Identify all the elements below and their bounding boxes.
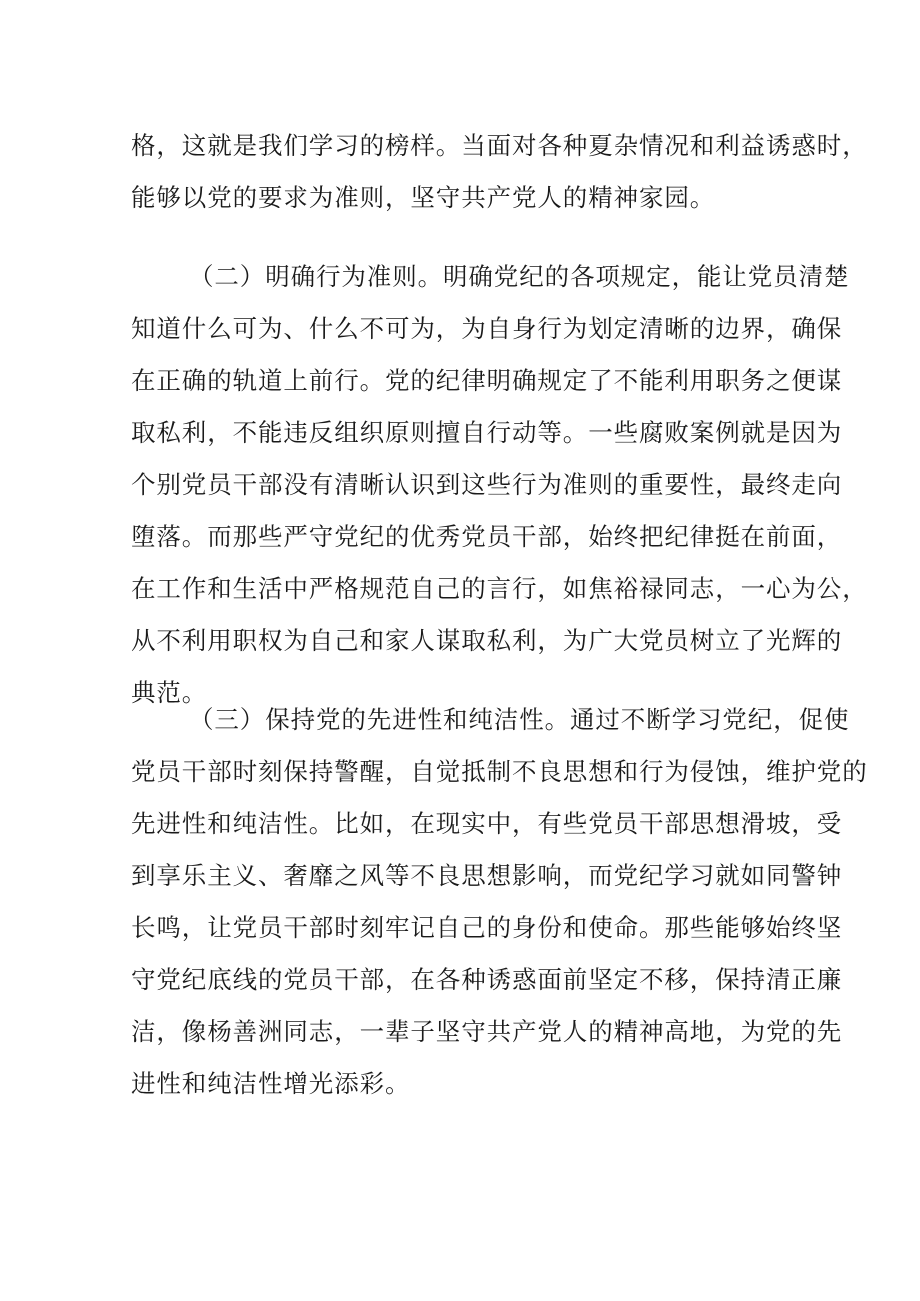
paragraph-3-line: 到享乐主义、奢靡之风等不良思想影响，而党纪学习就如同警钟: [131, 861, 843, 890]
paragraph-2-line: 在工作和生活中严格规范自己的言行，如焦裕禄同志，一心为公，: [131, 574, 868, 603]
paragraph-1: [131, 120, 868, 224]
paragraph-2-line: 取私利，不能违反组织原则擅自行动等。一些腐败案例就是因为: [131, 418, 843, 447]
paragraph-2-line: 知道什么可为、什么不可为，为自身行为划定清晰的边界，确保: [131, 314, 843, 343]
paragraph-3-line: 进性和纯洁性增光添彩。: [131, 1069, 411, 1098]
paragraph-2-line: 个别党员干部没有清晰认识到这些行为准则的重要性，最终走向: [131, 470, 843, 499]
paragraph-2-line: 堕落。而那些严守党纪的优秀党员干部，始终把纪律挺在前面，: [131, 522, 843, 551]
paragraph-2-behavior-norms: [131, 251, 868, 719]
paragraph-3-heading-line: （三）保持党的先进性和纯洁性。通过不断学习党纪，促使: [189, 705, 850, 734]
paragraph-2-line: 从不利用职权为自己和家人谋取私利，为广大党员树立了光辉的: [131, 626, 843, 655]
paragraph-3-line: 洁，像杨善洲同志，一辈子坚守共产党人的精神高地，为党的先: [131, 1017, 843, 1046]
paragraph-3-line: 长鸣，让党员干部时刻牢记自己的身份和使命。那些能够始终坚: [131, 913, 843, 942]
paragraph-3-line: 守党纪底线的党员干部，在各种诱惑面前坚定不移，保持清正廉: [131, 965, 843, 994]
paragraph-1-line: 格，这就是我们学习的榜样。当面对各种夏杂情况和利益诱惑时，: [131, 131, 868, 160]
paragraph-2-heading-line: （二）明确行为准则。明确党纪的各项规定，能让党员清楚: [189, 262, 850, 291]
paragraph-3-line: 党员干部时刻保持警醒，自觉抵制不良思想和行为侵蚀，维护党的: [131, 757, 868, 786]
paragraph-2-line: 在正确的轨道上前行。党的纪律明确规定了不能利用职务之便谋: [131, 366, 843, 395]
paragraph-3-line: 先进性和纯洁性。比如，在现实中，有些党员干部思想滑坡，受: [131, 809, 843, 838]
paragraph-2-line: 典范。: [131, 678, 208, 707]
paragraph-1-line: 能够以党的要求为准则，坚守共产党人的精神家园。: [131, 183, 716, 212]
paragraph-3-advancement-purity: [131, 694, 868, 1110]
